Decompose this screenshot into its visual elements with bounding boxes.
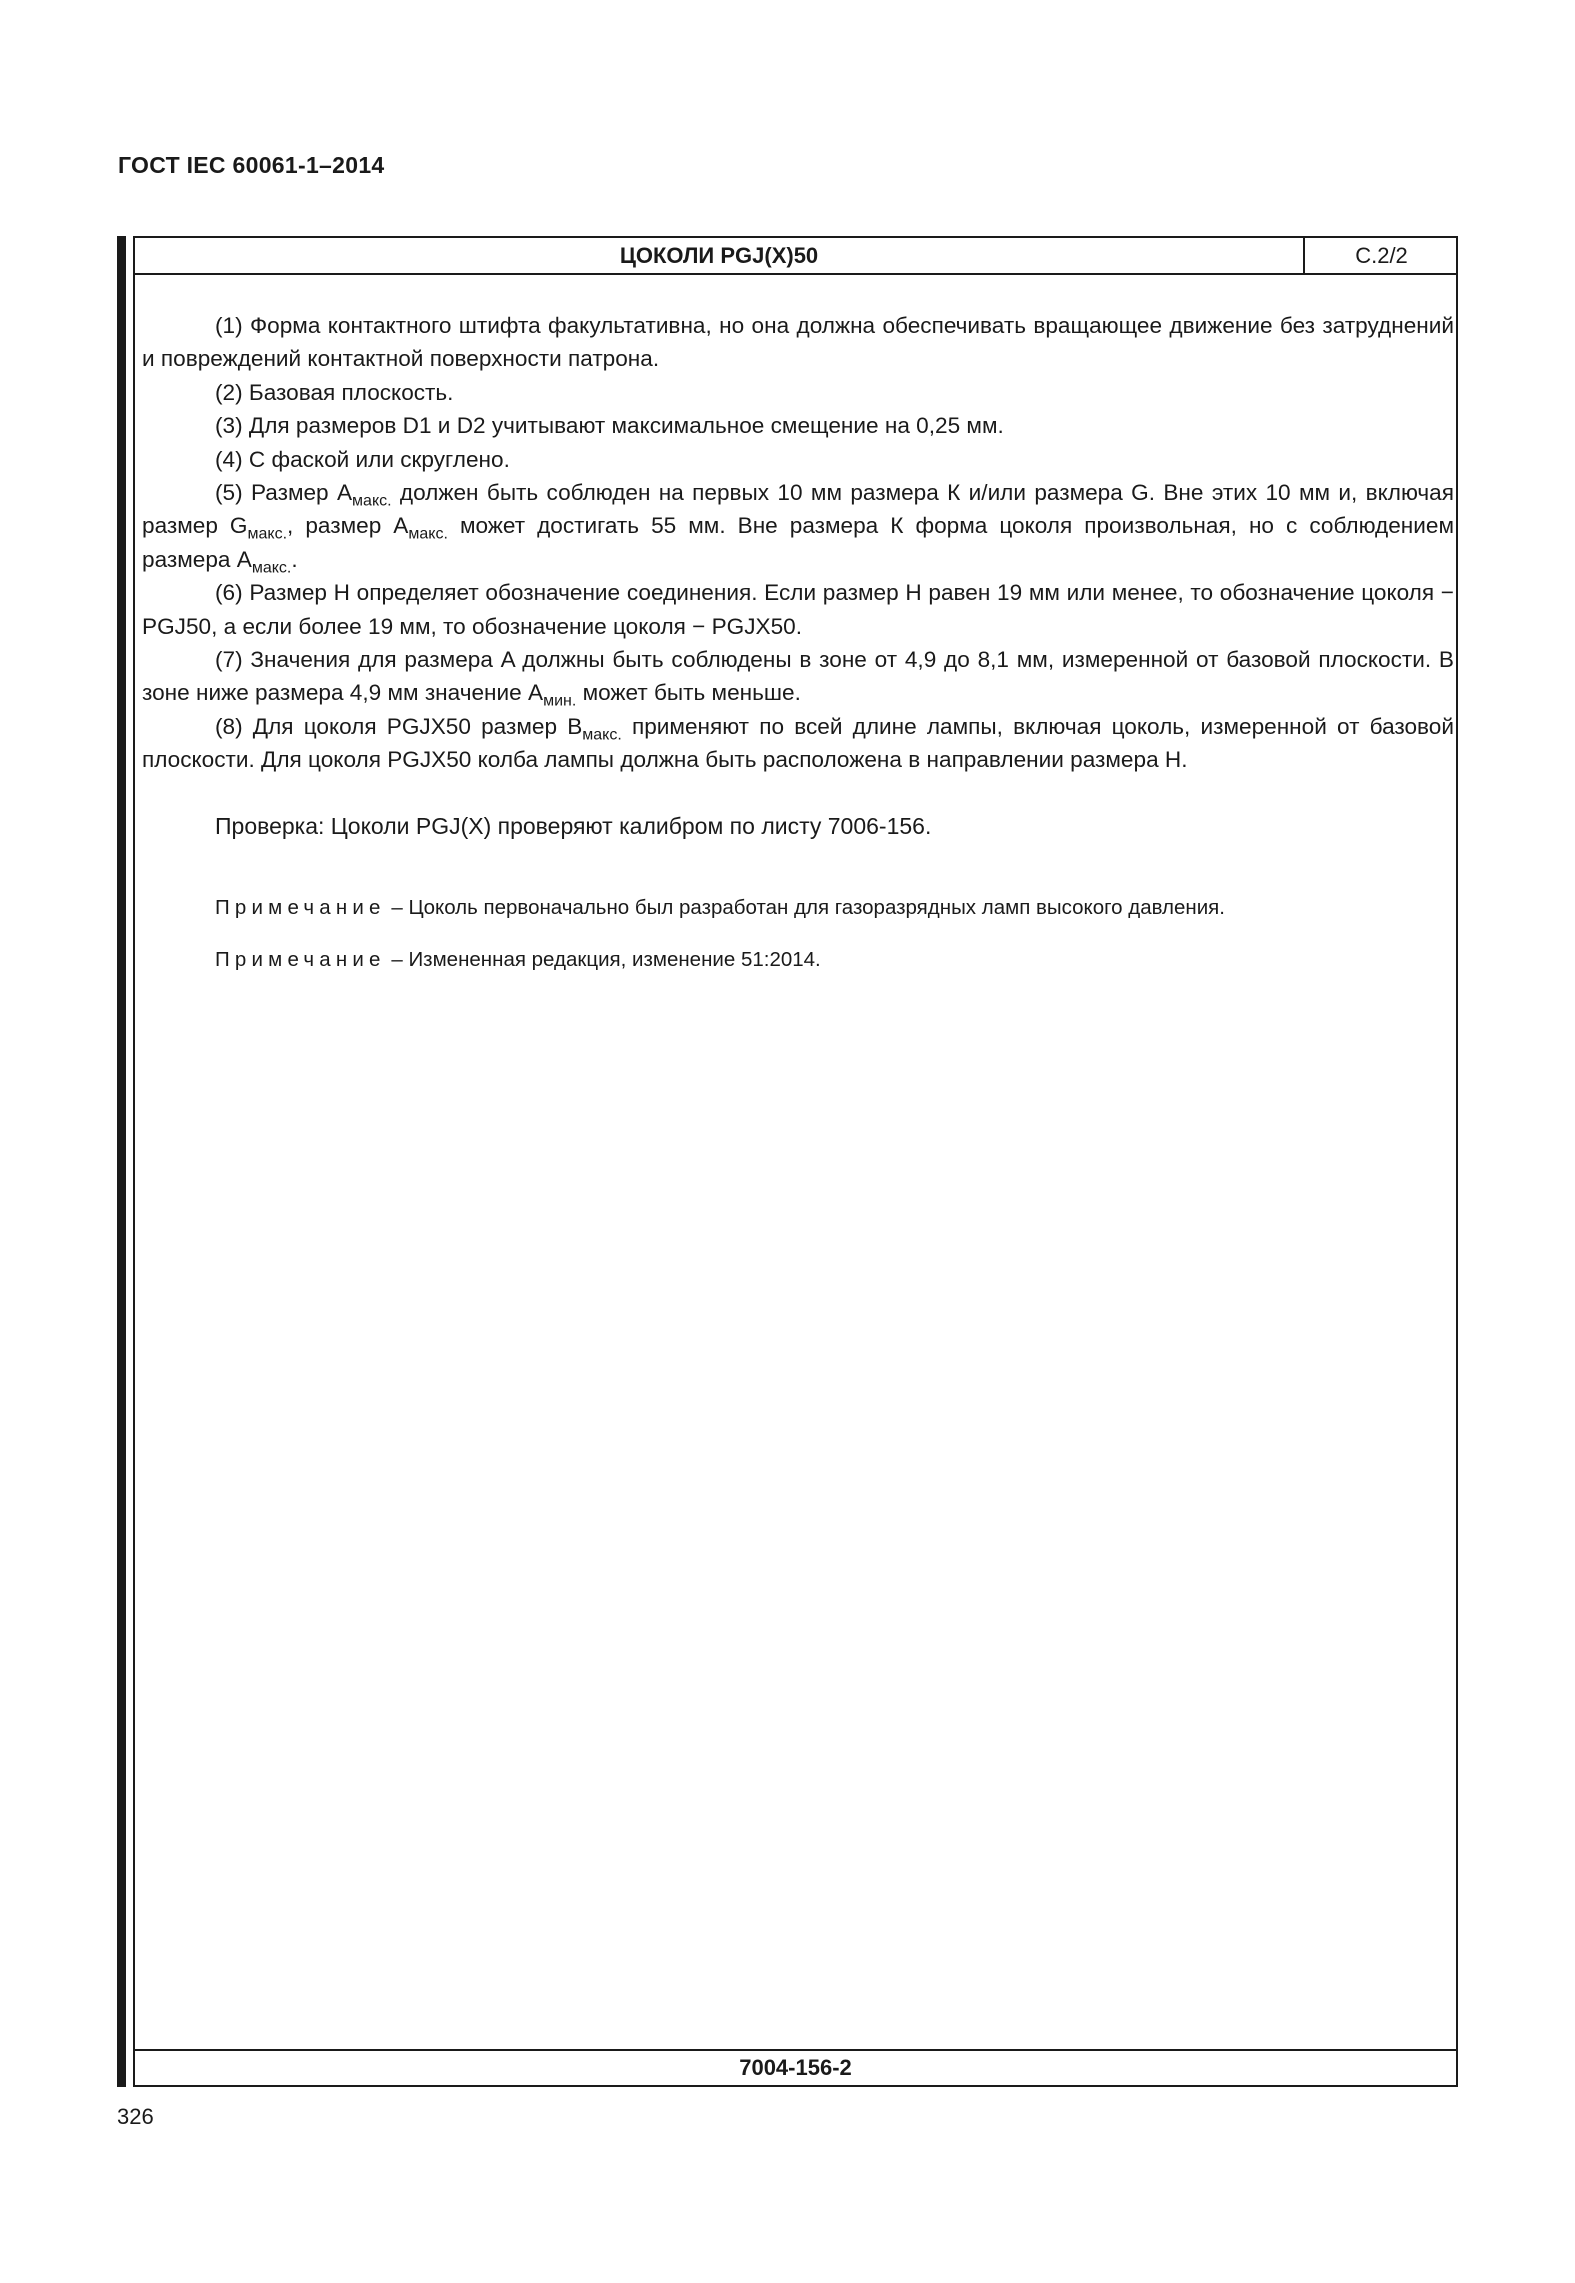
note-1: (1) Форма контактного штифта факультативна, но она должна обеспечивать вращающее движение без затруднений и повреждений контактной поверхности патрона. [142, 313, 1454, 372]
sheet-page-ref: С.2/2 [1303, 238, 1458, 273]
note-4: (4) С фаской или скруглено. [215, 446, 510, 472]
note-7: (7) Значения для размера A должны быть соблюдены в зоне от 4,9 до 8,1 мм, измеренной от базовой плоскости. В зоне ниже размера 4,9 мм значение $A_{мин.}$ может быть меньше. [142, 647, 1454, 711]
note-8: (8) Для цоколя PGJX50 размер $B_{макс.}$ применяют по всей длине лампы, включая цоколь, измеренной от базовой плоскости. Для цоколя PGJX50 колба лампы должна быть расположена в направлении размера H. [142, 713, 1454, 773]
note-6: (6) Размер H определяет обозначение соединения. Если размер H равен 19 мм или менее, то обозначение цоколя − PGJ50, а если более 19 мм, то обозначение цоколя − PGJX50. [142, 580, 1454, 639]
note-2: (2) Базовая плоскость. [215, 379, 454, 405]
remark-1: Примечание – Цоколь первоначально был разработан для газоразрядных ламп высокого давления. [215, 896, 1225, 920]
left-margin-bar [117, 236, 126, 2087]
note-3: (3) Для размеров D1 и D2 учитывают максимальное смещение на 0,25 мм. [215, 413, 1004, 439]
sheet-footer-code: 7004-156-2 [135, 2049, 1456, 2085]
title-row [135, 238, 1456, 275]
notes-body [142, 309, 1454, 976]
check-statement: Проверка: Цоколи PGJ(X) проверяют калибром по листу 7006-156. [215, 812, 932, 839]
page-number: 326 [117, 2104, 154, 2129]
note-5: (5) Размер $A_{макс.}$ должен быть соблюден на первых 10 мм размера К и/или размера G. Вне этих 10 мм и, включая размер $G_{макс.}$, размер $A_{макс.}$ может достигать 55 мм. Вне размера К форма цоколя произвольная, но с соблюдением размера $A_{макс.}$. [142, 480, 1454, 577]
sheet-frame [133, 236, 1458, 2087]
remark-2: Примечание – Измененная редакция, изменение 51:2014. [215, 947, 821, 971]
sheet-title: ЦОКОЛИ PGJ(X)50 [619, 243, 819, 268]
document-standard-header: ГОСТ IEC 60061-1–2014 [118, 152, 385, 178]
